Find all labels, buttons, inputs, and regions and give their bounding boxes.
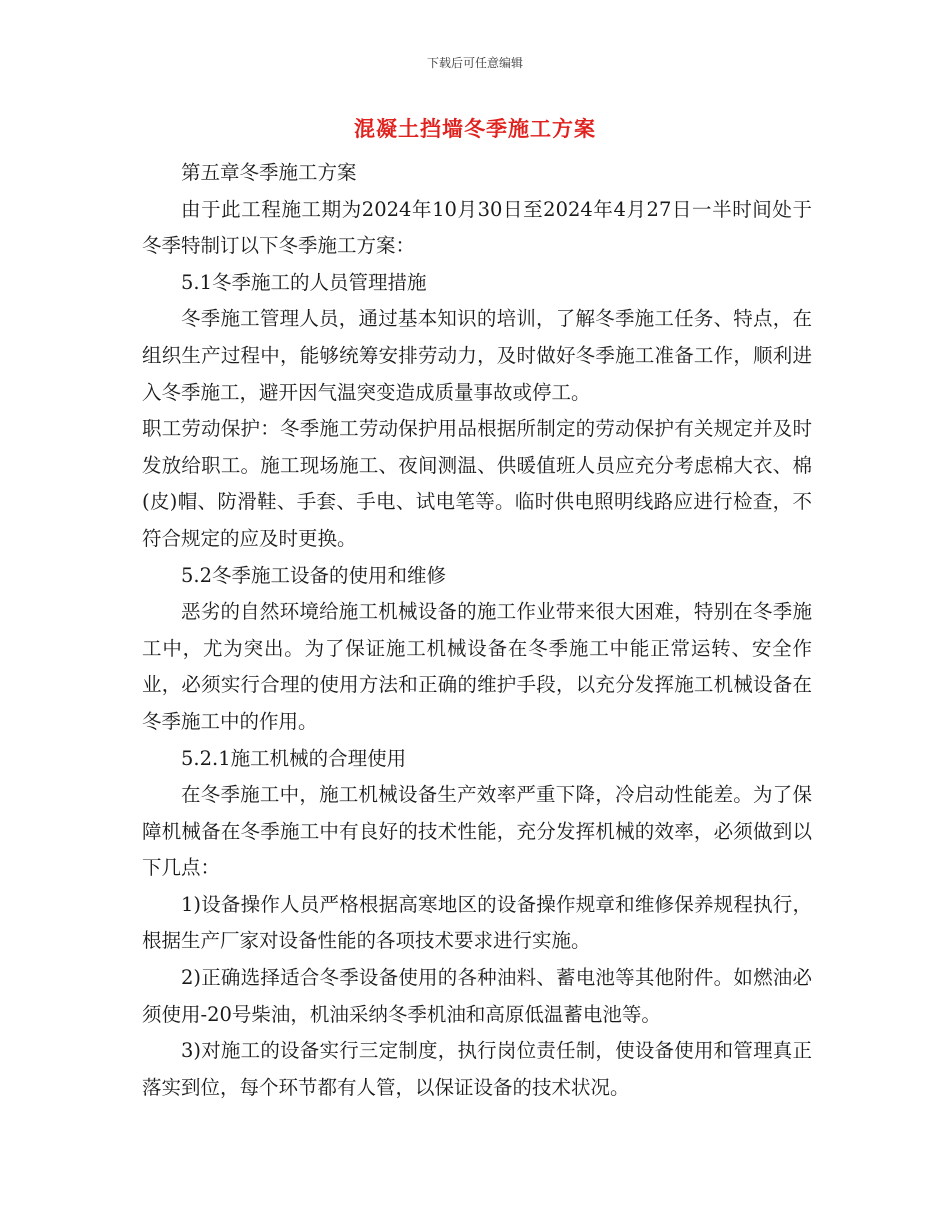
document-title: 混凝土挡墙冬季施工方案 — [354, 116, 596, 141]
intro-paragraph: 由于此工程施工期为2024年10月30日至2024年4月27日一半时间处于冬季特制订以下冬季施工方案： — [142, 197, 812, 258]
list-item-3: 3)对施工的设备实行三定制度，执行岗位责任制，使设备使用和管理真正落实到位，每个环节都有人管，以保证设备的技术状况。 — [142, 1039, 812, 1099]
section-heading-5-1: 5.1冬季施工的人员管理措施 — [181, 270, 427, 294]
page-header: 下载后可任意编辑 — [426, 56, 523, 70]
document-body — [142, 155, 812, 1106]
section-heading-5-2-1: 5.2.1施工机械的合理使用 — [181, 746, 407, 770]
equipment-paragraph: 恶劣的自然环境给施工机械设备的施工作业带来很大困难，特别在冬季施工中，尤为突出。为了保证施工机械设备在冬季施工中能正常运转、安全作业，必须实行合理的使用方法和正确的维护手段，以充分发挥施工机械设备在冬季施工中的作用。 — [142, 600, 812, 733]
labor-protection-paragraph: 职工劳动保护：冬季施工劳动保护用品根据所制定的劳动保护有关规定并及时发放给职工。施工现场施工、夜间测温、供暖值班人员应充分考虑棉大衣、棉(皮)帽、防滑鞋、手套、手电、试电笔等。临时供电照明线路应进行检查，不符合规定的应及时更换。 — [142, 417, 812, 550]
section-heading-5-2: 5.2冬季施工设备的使用和维修 — [181, 563, 447, 587]
personnel-paragraph: 冬季施工管理人员，通过基本知识的培训，了解冬季施工任务、特点，在组织生产过程中，能够统筹安排劳动力，及时做好冬季施工准备工作，顺利进入冬季施工，避开因气温突变造成质量事故或停工。 — [142, 307, 812, 404]
list-item-2: 2)正确选择适合冬季设备使用的各种油料、蓄电池等其他附件。如燃油必须使用-20号柴油，机油采纳冬季机油和高原低温蓄电池等。 — [142, 966, 812, 1026]
chapter-heading: 第五章冬季施工方案 — [181, 161, 357, 184]
list-item-1: 1)设备操作人员严格根据高寒地区的设备操作规章和维修保养规程执行，根据生产厂家对设备性能的各项技术要求进行实施。 — [142, 892, 812, 953]
machinery-use-paragraph: 在冬季施工中，施工机械设备生产效率严重下降，冷启动性能差。为了保障机械备在冬季施工中有良好的技术性能，充分发挥机械的效率，必须做到以下几点： — [142, 783, 812, 880]
